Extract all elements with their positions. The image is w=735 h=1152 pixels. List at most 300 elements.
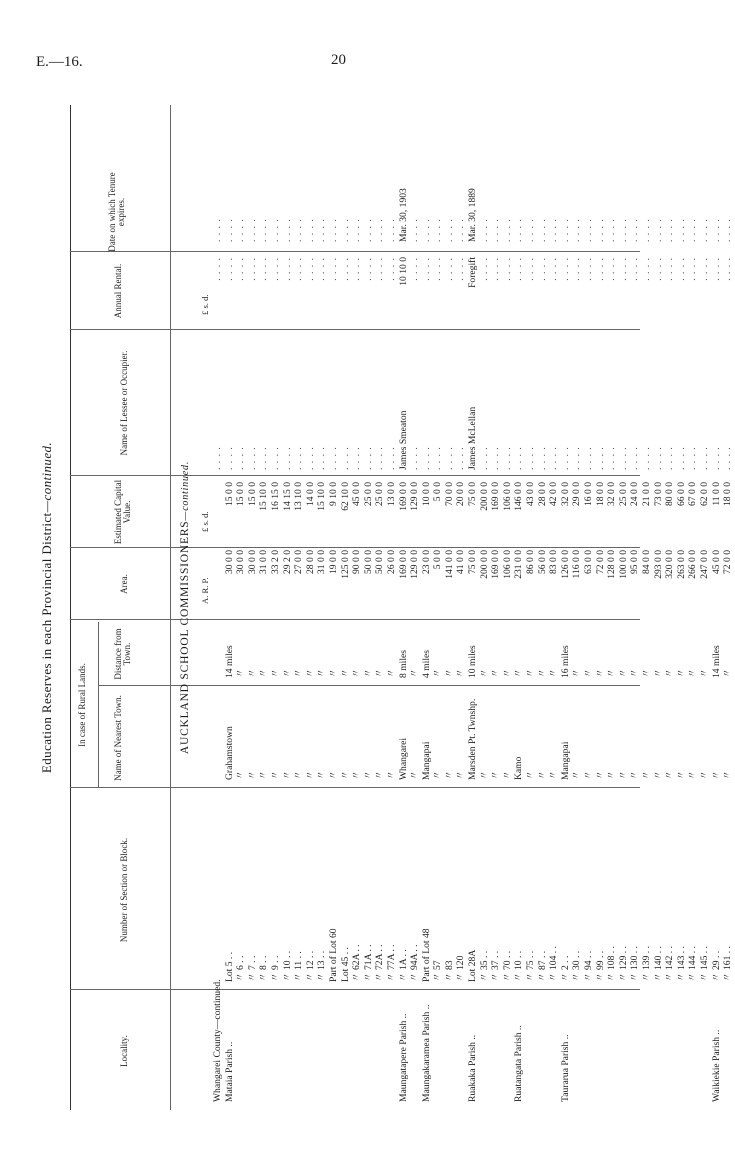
rental-cell: . . . . xyxy=(583,257,594,281)
area-cell: 45 0 0 xyxy=(710,550,722,574)
tenure-date-cell: . . . . xyxy=(316,218,328,242)
rental-cell: . . . . xyxy=(420,257,432,281)
table-row xyxy=(271,105,283,1110)
lessee-cell: . . . . xyxy=(617,446,629,470)
distance-cell: 〃 xyxy=(652,668,664,678)
rental-cell: . . . . xyxy=(617,257,629,281)
area-cell: 116 0 0 xyxy=(571,550,583,579)
capital-value-cell: 25 0 0 xyxy=(362,482,374,506)
section-number-cell: 〃 8 . . xyxy=(258,955,270,982)
lessee-cell: . . . . xyxy=(385,446,397,470)
area-cell: 19 0 0 xyxy=(327,550,339,574)
capital-value-cell: 18 0 0 xyxy=(722,482,734,506)
nearest-town-cell: 〃 xyxy=(501,770,513,780)
distance-cell: 〃 xyxy=(640,668,652,678)
tenure-date-cell: . . . . xyxy=(223,218,235,242)
header-date: Date on which Tenure expires. xyxy=(107,172,126,252)
tenure-date-cell: . . . . xyxy=(409,218,421,242)
area-cell: 83 0 0 xyxy=(548,550,560,574)
distance-cell: 14 miles xyxy=(223,645,235,678)
nearest-town-cell: 〃 xyxy=(374,770,386,780)
lessee-cell: . . . . xyxy=(698,446,710,470)
distance-cell: 〃 xyxy=(269,668,281,678)
rotated-table xyxy=(39,105,734,1110)
lessee-cell: . . . . xyxy=(559,446,571,470)
rental-cell: . . . . xyxy=(455,257,467,281)
section-number-cell: 〃 29 . . xyxy=(710,950,722,982)
document-code: E.—16. xyxy=(36,54,83,70)
nearest-town-cell: 〃 xyxy=(385,770,397,780)
capital-value-cell: 146 0 0 xyxy=(513,482,525,511)
nearest-town-cell: Whangarei xyxy=(397,737,409,780)
distance-cell: 〃 xyxy=(455,668,467,678)
capital-value-cell: 21 0 0 xyxy=(640,482,652,506)
tenure-date-cell: . . . . xyxy=(235,218,247,242)
tenure-date-cell: . . . . xyxy=(490,218,502,242)
lessee-cell: . . . . xyxy=(675,446,687,470)
lessee-cell: . . . . xyxy=(629,446,641,470)
area-cell: 50 0 0 xyxy=(362,550,374,574)
capital-value-cell: 24 0 0 xyxy=(629,482,641,506)
distance-cell: 〃 xyxy=(339,668,351,678)
distance-cell: 〃 xyxy=(675,668,687,678)
unit-value: £ s. d. xyxy=(200,511,210,532)
section-number-cell: 〃 161 . . xyxy=(722,946,734,982)
nearest-town-cell: Grahamstown xyxy=(223,726,235,780)
rental-cell: . . . . xyxy=(235,257,247,281)
capital-value-cell: 14 0 0 xyxy=(304,482,316,506)
distance-cell: 〃 xyxy=(490,668,502,678)
section-number-cell: 〃 11 . . xyxy=(293,951,305,982)
capital-value-cell: 67 0 0 xyxy=(687,482,699,506)
tenure-date-cell: . . . . xyxy=(212,218,223,242)
rental-cell: . . . . xyxy=(478,257,490,281)
rental-cell: . . . . xyxy=(304,257,316,281)
section-number-cell: 〃 145 . . xyxy=(698,946,710,982)
tenure-date-cell: Mar. 30, 1889 xyxy=(467,188,479,242)
area-cell: 169 0 0 xyxy=(397,550,409,579)
capital-value-cell: 14 15 0 xyxy=(281,482,293,511)
nearest-town-cell: 〃 xyxy=(698,770,710,780)
section-number-cell: 〃 104 . . xyxy=(548,946,560,982)
tenure-date-cell: . . . . xyxy=(293,218,305,242)
area-cell: 63 0 0 xyxy=(583,550,594,574)
distance-cell: 〃 xyxy=(571,668,583,678)
lessee-cell: . . . . xyxy=(235,446,247,470)
tenure-date-cell: . . . . xyxy=(281,218,293,242)
area-cell: 86 0 0 xyxy=(525,550,537,574)
tenure-date-cell: . . . . xyxy=(432,218,444,242)
rental-cell: . . . . xyxy=(223,257,235,281)
nearest-town-cell: 〃 xyxy=(617,770,629,780)
lessee-cell: . . . . xyxy=(525,446,537,470)
lessee-cell: . . . . xyxy=(571,446,583,470)
lessee-cell: . . . . xyxy=(409,446,421,470)
distance-cell: 〃 xyxy=(525,668,537,678)
section-number-cell: 〃 94A . . xyxy=(409,944,421,982)
rental-cell: . . . . xyxy=(675,257,687,281)
rental-cell: . . . . xyxy=(316,257,328,281)
tenure-date-cell: . . . . xyxy=(571,218,583,242)
header-area: Area. xyxy=(119,574,129,594)
lessee-cell: . . . . xyxy=(664,446,676,470)
area-cell: 129 0 0 xyxy=(409,550,421,579)
top-rule xyxy=(70,105,71,1110)
section-number-cell: 〃 143 . . xyxy=(675,946,687,982)
area-cell: 28 0 0 xyxy=(304,550,316,574)
capital-value-cell: 10 0 0 xyxy=(420,482,432,506)
capital-value-cell: 43 0 0 xyxy=(525,482,537,506)
rental-cell: . . . . xyxy=(490,257,502,281)
locality-cell: Ruatangata Parish .. xyxy=(513,1025,525,1102)
capital-value-cell: 15 10 0 xyxy=(258,482,270,511)
distance-cell: 〃 xyxy=(594,668,606,678)
distance-cell: 〃 xyxy=(583,668,594,678)
rental-cell: . . . . xyxy=(548,257,560,281)
section-number-cell: Lot 28A xyxy=(467,949,479,982)
area-cell: 90 0 0 xyxy=(351,550,363,574)
distance-cell: 〃 xyxy=(246,668,258,678)
distance-cell: 〃 xyxy=(687,668,699,678)
section-number-cell: 〃 70 . . xyxy=(501,950,513,982)
capital-value-cell: 62 0 0 xyxy=(698,482,710,506)
nearest-town-cell: 〃 xyxy=(571,770,583,780)
lessee-cell: . . . . xyxy=(722,446,734,470)
tenure-date-cell: . . . . xyxy=(501,218,513,242)
distance-cell: 〃 xyxy=(443,668,455,678)
rental-cell: . . . . xyxy=(212,257,223,281)
area-cell: 247 0 0 xyxy=(698,550,710,579)
nearest-town-cell: Marsden Pt. Twnshp. xyxy=(467,698,479,780)
lessee-cell: . . . . xyxy=(362,446,374,470)
table-row xyxy=(387,105,399,1110)
nearest-town-cell: 〃 xyxy=(339,770,351,780)
area-cell: 30 0 0 xyxy=(235,550,247,574)
capital-value-cell: 169 0 0 xyxy=(397,482,409,511)
tenure-date-cell: . . . . xyxy=(246,218,258,242)
area-cell: 266 0 0 xyxy=(687,550,699,579)
unit-area: A. R. P. xyxy=(200,577,210,604)
rental-cell: . . . . xyxy=(525,257,537,281)
rental-cell: . . . . xyxy=(664,257,676,281)
capital-value-cell: 32 0 0 xyxy=(559,482,571,506)
area-cell: 169 0 0 xyxy=(490,550,502,579)
section-number-cell: Lot 5 . . xyxy=(223,951,235,982)
lessee-cell: . . . . xyxy=(293,446,305,470)
table-row xyxy=(584,105,596,1110)
section-number-cell: 〃 71A . . xyxy=(362,944,374,982)
rental-cell: . . . . xyxy=(710,257,722,281)
rental-cell: . . . . xyxy=(339,257,351,281)
tenure-date-cell: . . . . xyxy=(536,218,548,242)
lessee-cell: . . . . xyxy=(687,446,699,470)
capital-value-cell: 32 0 0 xyxy=(606,482,618,506)
table-row xyxy=(213,105,225,1110)
nearest-town-cell: 〃 xyxy=(235,770,247,780)
area-cell: 50 0 0 xyxy=(374,550,386,574)
header-lessee: Name of Lessee or Occupier. xyxy=(119,350,129,456)
nearest-town-cell: 〃 xyxy=(362,770,374,780)
locality-cell: Whangarei County—continued. xyxy=(212,979,223,1102)
lessee-cell: . . . . xyxy=(710,446,722,470)
rental-cell: . . . . xyxy=(652,257,664,281)
distance-cell: 〃 xyxy=(606,668,618,678)
area-cell: 100 0 0 xyxy=(617,550,629,579)
lessee-cell: . . . . xyxy=(246,446,258,470)
locality-cell: Maungakaramea Parish .. xyxy=(420,1004,432,1102)
rental-cell: . . . . xyxy=(698,257,710,281)
nearest-town-cell: Mangapai xyxy=(559,741,571,780)
table-row xyxy=(294,105,306,1110)
rental-cell: . . . . xyxy=(432,257,444,281)
lessee-cell: . . . . xyxy=(269,446,281,470)
area-cell: 231 0 0 xyxy=(513,550,525,579)
capital-value-cell: 42 0 0 xyxy=(548,482,560,506)
rental-cell: . . . . xyxy=(246,257,258,281)
lessee-cell: . . . . xyxy=(548,446,560,470)
distance-cell: 16 miles xyxy=(559,645,571,678)
lessee-cell: . . . . xyxy=(339,446,351,470)
table-row xyxy=(700,105,712,1110)
capital-value-cell: 73 0 0 xyxy=(652,482,664,506)
table-body xyxy=(213,105,735,1110)
area-cell: 33 2 0 xyxy=(269,550,281,574)
capital-value-cell: 28 0 0 xyxy=(536,482,548,506)
lessee-cell: . . . . xyxy=(594,446,606,470)
distance-cell: 〃 xyxy=(327,668,339,678)
tenure-date-cell: . . . . xyxy=(374,218,386,242)
tenure-date-cell: . . . . xyxy=(722,218,734,242)
distance-cell: 〃 xyxy=(351,668,363,678)
distance-cell: 〃 xyxy=(374,668,386,678)
nearest-town-cell: 〃 xyxy=(455,770,467,780)
section-number-cell: 〃 139 . . xyxy=(640,946,652,982)
rental-cell: . . . . xyxy=(640,257,652,281)
tenure-date-cell: . . . . xyxy=(443,218,455,242)
header-locality: Locality. xyxy=(119,1035,129,1067)
section-number-cell: 〃 87 . . xyxy=(536,950,548,982)
rental-cell: . . . . xyxy=(374,257,386,281)
area-cell: 126 0 0 xyxy=(559,550,571,579)
rental-cell: . . . . xyxy=(351,257,363,281)
distance-cell: 〃 xyxy=(258,668,270,678)
table-row xyxy=(410,105,422,1110)
lessee-cell: . . . . xyxy=(223,446,235,470)
table-row xyxy=(723,105,735,1110)
table-title: Education Reserves in each Provincial District—continued. xyxy=(39,441,54,774)
tenure-date-cell: . . . . xyxy=(351,218,363,242)
rental-cell: . . . . xyxy=(327,257,339,281)
area-cell: 31 0 0 xyxy=(258,550,270,574)
table-row xyxy=(526,105,538,1110)
lessee-cell: . . . . xyxy=(583,446,594,470)
section-number-cell: 〃 10 . . xyxy=(513,950,525,982)
table-row xyxy=(642,105,654,1110)
distance-cell: 〃 xyxy=(409,668,421,678)
rental-cell: . . . . xyxy=(501,257,513,281)
section-number-cell: 〃 6 . . xyxy=(235,955,247,982)
section-number-cell: 〃 130 . . xyxy=(629,946,641,982)
area-cell: 30 0 0 xyxy=(223,550,235,574)
distance-cell: 〃 xyxy=(501,668,513,678)
section-number-cell: 〃 2 . . xyxy=(559,955,571,982)
section-number-cell: 〃 77A . . xyxy=(385,944,397,982)
rental-cell: . . . . xyxy=(594,257,606,281)
distance-cell: 〃 xyxy=(235,668,247,678)
tenure-date-cell: . . . . xyxy=(513,218,525,242)
area-cell: 263 0 0 xyxy=(675,550,687,579)
nearest-town-cell: 〃 xyxy=(640,770,652,780)
tenure-date-cell: . . . . xyxy=(664,218,676,242)
capital-value-cell: 9 10 0 xyxy=(327,482,339,506)
section-number-cell: Lot 45 . . xyxy=(339,947,351,982)
rental-cell: . . . . xyxy=(536,257,548,281)
section-number-cell: 〃 120 xyxy=(455,955,467,982)
tenure-date-cell: . . . . xyxy=(478,218,490,242)
unit-rental: £ s. d. xyxy=(200,294,210,315)
capital-value-cell: 62 10 0 xyxy=(339,482,351,511)
capital-value-cell: 25 0 0 xyxy=(374,482,386,506)
tenure-date-cell: . . . . xyxy=(698,218,710,242)
capital-value-cell: 169 0 0 xyxy=(490,482,502,511)
section-number-cell: 〃 9 . . xyxy=(269,955,281,982)
capital-value-cell: 13 10 0 xyxy=(293,482,305,511)
rental-cell: . . . . xyxy=(722,257,734,281)
capital-value-cell: 75 0 0 xyxy=(467,482,479,506)
distance-cell: 〃 xyxy=(513,668,525,678)
nearest-town-cell: 〃 xyxy=(293,770,305,780)
locality-cell: Maungatapere Parish .. xyxy=(397,1013,409,1102)
distance-cell: 〃 xyxy=(536,668,548,678)
capital-value-cell: 5 0 0 xyxy=(432,482,444,502)
section-number-cell: 〃 72A . . xyxy=(374,944,386,982)
section-number-cell: 〃 10 . . xyxy=(281,950,293,982)
capital-value-cell: 129 0 0 xyxy=(409,482,421,511)
lessee-cell: . . . . xyxy=(640,446,652,470)
area-cell: 128 0 0 xyxy=(606,550,618,579)
lessee-cell: . . . . xyxy=(652,446,664,470)
section-number-cell: 〃 57 xyxy=(432,960,444,982)
capital-value-cell: 200 0 0 xyxy=(478,482,490,511)
distance-cell: 14 miles xyxy=(710,645,722,678)
nearest-town-cell: 〃 xyxy=(269,770,281,780)
nearest-town-cell: 〃 xyxy=(710,770,722,780)
tenure-date-cell: . . . . xyxy=(385,218,397,242)
area-cell: 72 0 0 xyxy=(722,550,734,574)
nearest-town-cell: 〃 xyxy=(327,770,339,780)
capital-value-cell: 66 0 0 xyxy=(675,482,687,506)
distance-cell: 〃 xyxy=(281,668,293,678)
rental-cell: . . . . xyxy=(269,257,281,281)
lessee-cell: . . . . xyxy=(513,446,525,470)
lessee-cell: . . . . xyxy=(478,446,490,470)
rental-cell: . . . . xyxy=(362,257,374,281)
locality-cell: Ruakaka Parish .. xyxy=(467,1034,479,1102)
capital-value-cell: 15 10 0 xyxy=(316,482,328,511)
distance-cell: 〃 xyxy=(316,668,328,678)
tenure-date-cell: . . . . xyxy=(687,218,699,242)
nearest-town-cell: 〃 xyxy=(629,770,641,780)
section-number-cell: 〃 12 . . xyxy=(304,950,316,982)
distance-cell: 8 miles xyxy=(397,650,409,678)
nearest-town-cell: 〃 xyxy=(664,770,676,780)
lessee-cell: James McLellan xyxy=(467,406,479,470)
capital-value-cell: 70 0 0 xyxy=(443,482,455,506)
rental-cell: . . . . xyxy=(409,257,421,281)
area-cell: 29 2 0 xyxy=(281,550,293,574)
header-bottom-rule xyxy=(170,105,171,1110)
area-cell: 95 0 0 xyxy=(629,550,641,574)
tenure-date-cell: . . . . xyxy=(258,218,270,242)
nearest-town-cell: 〃 xyxy=(652,770,664,780)
tenure-date-cell: . . . . xyxy=(675,218,687,242)
capital-value-cell: 106 0 0 xyxy=(501,482,513,511)
section-number-cell: 〃 30 . . xyxy=(571,950,583,982)
distance-cell: 〃 xyxy=(293,668,305,678)
section-number-cell: 〃 83 xyxy=(443,960,455,982)
tenure-date-cell: . . . . xyxy=(629,218,641,242)
distance-cell: 〃 xyxy=(617,668,629,678)
capital-value-cell: 15 0 0 xyxy=(223,482,235,506)
header-number: Number of Section or Block. xyxy=(119,837,129,943)
lessee-cell: . . . . xyxy=(212,446,223,470)
distance-cell: 4 miles xyxy=(420,650,432,678)
lessee-cell: . . . . xyxy=(501,446,513,470)
distance-cell: 〃 xyxy=(478,668,490,678)
area-cell: 26 0 0 xyxy=(385,550,397,574)
nearest-town-cell: 〃 xyxy=(432,770,444,780)
tenure-date-cell: . . . . xyxy=(269,218,281,242)
lessee-cell: . . . . xyxy=(327,446,339,470)
section-heading: AUCKLAND SCHOOL COMMISSIONERS—continued. xyxy=(179,460,191,755)
rental-cell: . . . . xyxy=(293,257,305,281)
nearest-town-cell: 〃 xyxy=(443,770,455,780)
tenure-date-cell: . . . . xyxy=(652,218,664,242)
rental-cell: . . . . xyxy=(385,257,397,281)
distance-cell: 〃 xyxy=(698,668,710,678)
lessee-cell: . . . . xyxy=(536,446,548,470)
section-number-cell: 〃 108 . . xyxy=(606,946,618,982)
rental-cell: Foregift xyxy=(467,257,479,288)
lessee-cell: . . . . xyxy=(606,446,618,470)
lessee-cell: . . . . xyxy=(443,446,455,470)
capital-value-cell: 20 0 0 xyxy=(455,482,467,506)
capital-value-cell: 80 0 0 xyxy=(664,482,676,506)
section-number-cell: 〃 1A . . xyxy=(397,949,409,982)
rental-cell: . . . . xyxy=(571,257,583,281)
lessee-cell: . . . . xyxy=(374,446,386,470)
rental-cell: . . . . xyxy=(559,257,571,281)
capital-value-cell: 16 15 0 xyxy=(269,482,281,511)
nearest-town-cell: 〃 xyxy=(281,770,293,780)
rental-cell: . . . . xyxy=(258,257,270,281)
distance-cell: 〃 xyxy=(629,668,641,678)
header-nearest-town: Name of Nearest Town. xyxy=(113,695,123,781)
tenure-date-cell: . . . . xyxy=(339,218,351,242)
area-cell: 23 0 0 xyxy=(420,550,432,574)
capital-value-cell: 18 0 0 xyxy=(594,482,606,506)
lessee-cell: . . . . xyxy=(490,446,502,470)
rental-cell: . . . . xyxy=(687,257,699,281)
nearest-town-cell: 〃 xyxy=(594,770,606,780)
area-cell: 200 0 0 xyxy=(478,550,490,579)
section-number-cell: 〃 7 . . xyxy=(246,955,258,982)
area-cell: 141 0 0 xyxy=(443,550,455,579)
nearest-town-cell: 〃 xyxy=(258,770,270,780)
locality-cell: Waikiekie Parish .. xyxy=(710,1029,722,1102)
nearest-town-cell: Kamo xyxy=(513,756,525,780)
distance-cell: 〃 xyxy=(304,668,316,678)
